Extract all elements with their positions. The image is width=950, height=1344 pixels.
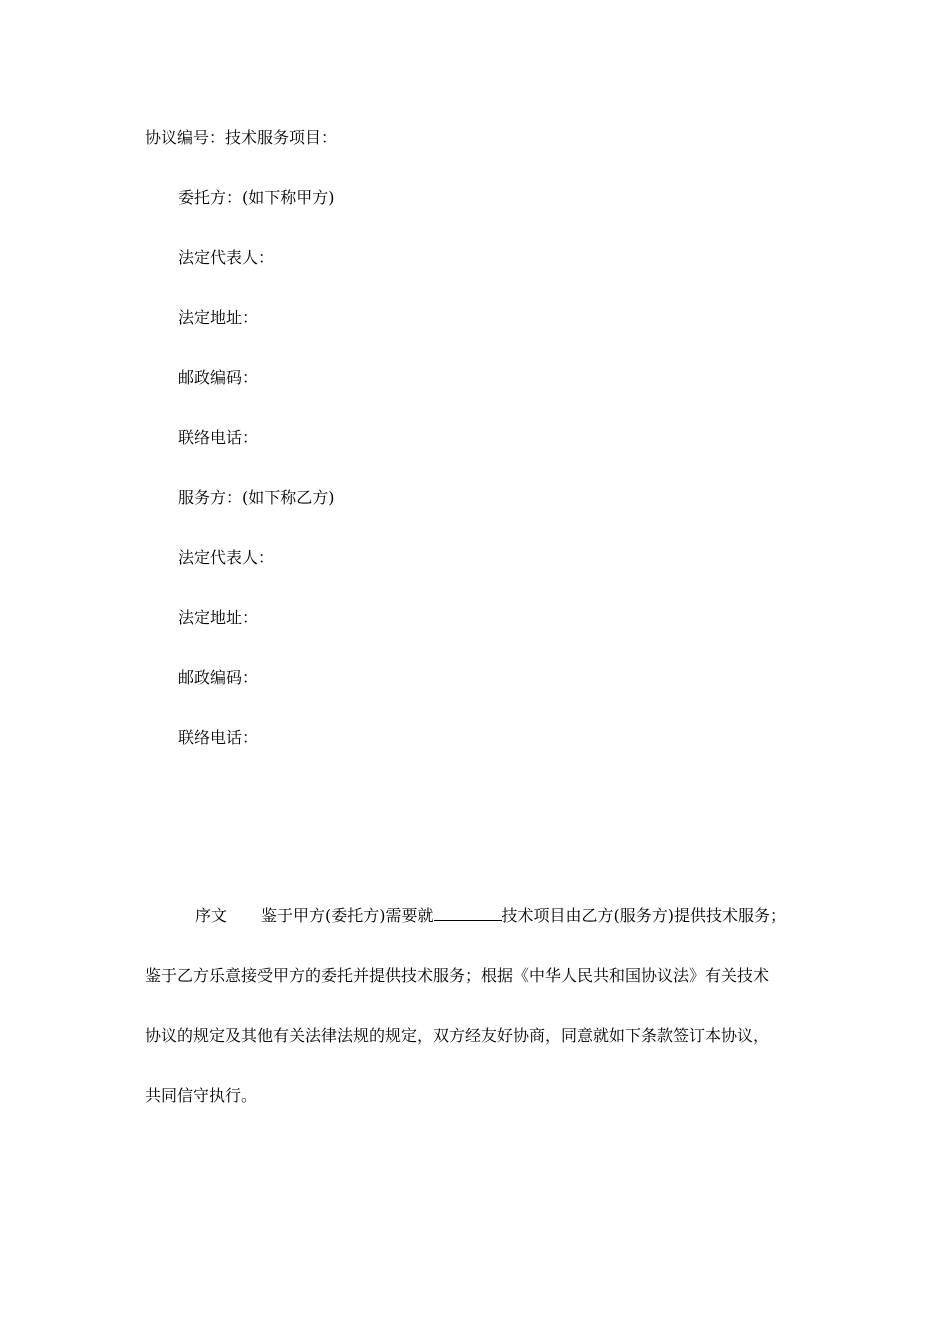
provider-phone: 联络电话： (178, 728, 259, 747)
agreement-number-line: 协议编号：技术服务项目： (145, 128, 338, 147)
preamble-line-2: 鉴于乙方乐意接受甲方的委托并提供技术服务；根据《中华人民共和国协议法》有关技术 (145, 966, 770, 985)
fill-in-blank (434, 906, 502, 921)
preamble-text-a: 鉴于甲方(委托方)需要就 (261, 906, 434, 925)
provider-address: 法定地址： (178, 608, 259, 627)
preamble-line-4: 共同信守执行。 (145, 1086, 258, 1105)
provider-representative: 法定代表人： (178, 548, 275, 567)
client-phone: 联络电话： (178, 428, 259, 447)
preamble-title: 序文 (195, 906, 228, 925)
client-address: 法定地址： (178, 308, 259, 327)
client-title: 委托方：(如下称甲方) (178, 188, 335, 207)
client-postcode: 邮政编码： (178, 368, 259, 387)
preamble-line-1 (145, 906, 786, 926)
preamble-text-b: 技术项目由乙方(服务方)提供技术服务； (501, 906, 787, 925)
client-representative: 法定代表人： (178, 248, 275, 267)
provider-postcode: 邮政编码： (178, 668, 259, 687)
provider-title: 服务方：(如下称乙方) (178, 488, 335, 507)
preamble-line-3: 协议的规定及其他有关法律法规的规定，双方经友好协商，同意就如下条款签订本协议， (145, 1026, 770, 1045)
